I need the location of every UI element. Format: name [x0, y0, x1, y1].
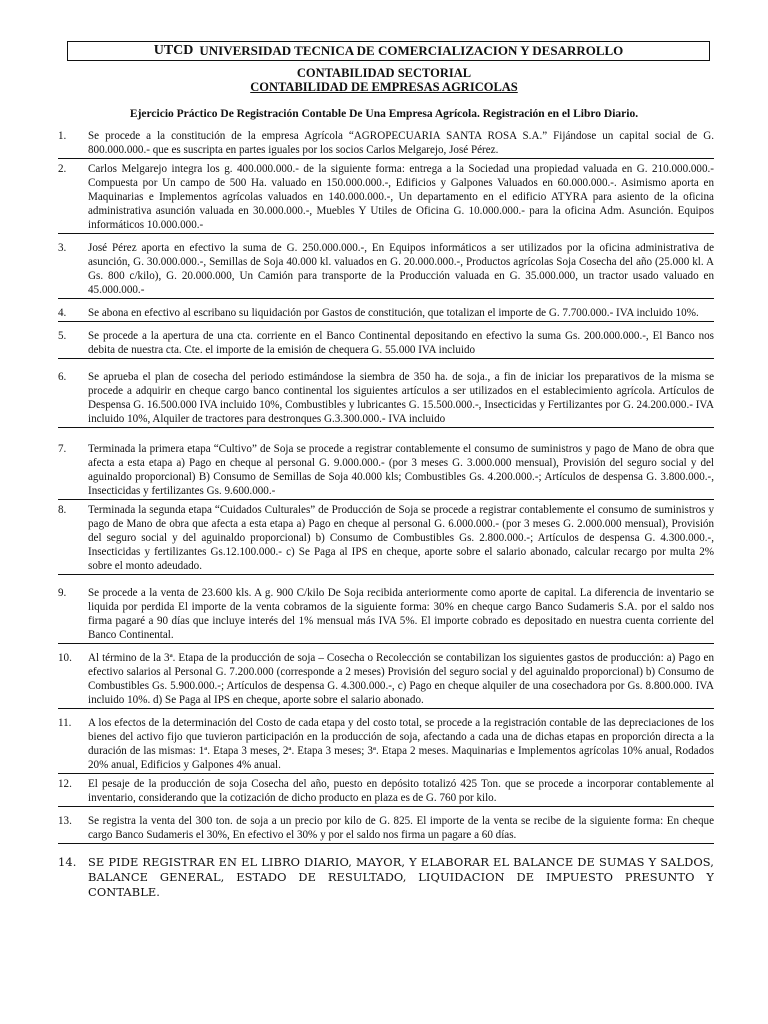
- item-number: 4.: [58, 307, 67, 319]
- item-number: 7.: [58, 443, 67, 455]
- item-text: Carlos Melgarejo integra los g. 400.000.000.- de la siguiente forma: entrega a la Sociedad una propiedad valuada en G. 210.000.000.- Compuesta por Un campo de 500 Ha. valuado en 150.000.000.-, Edificios y Galpones Valuados en 60.000.000.-. Asimismo aporta en Maquinarias e Implementos agrícolas valuados en 140.000.000.-, Un departamento en el edificio ATYRA para asiento de la oficina administrativa asunción valuada en 30.000.000.-, Muebles Y Utiles de Oficina G. 10.000.000.- para la oficina Adm. Asunción. Equipos informáticos 10.000.000.-: [88, 163, 714, 231]
- item-text: El pesaje de la producción de soja Cosecha del año, puesto en depósito totalizó 425 Ton. que se procede a incorporar contablemente al inventario, considerando que la cotización de dicho producto en plaza es de G. 760 por kilo.: [88, 778, 714, 804]
- list-item: [58, 129, 714, 159]
- item-number: 6.: [58, 371, 67, 383]
- item-text: SE PIDE REGISTRAR EN EL LIBRO DIARIO, MAYOR, Y ELABORAR EL BALANCE DE SUMAS Y SALDOS, BALANCE GENERAL, ESTADO DE RESULTADO, LIQUIDACION DE IMPUESTO PRESUNTO Y CONTABLE.: [88, 855, 714, 899]
- list-item: [58, 855, 714, 901]
- item-number: 2.: [58, 163, 67, 175]
- item-number: 5.: [58, 330, 67, 342]
- item-text: Se registra la venta del 300 ton. de soja a un precio por kilo de G. 825. El importe de la venta se recibe de la siguiente forma: En cheque cargo Banco Sudameris el 30%, En efectivo el 30% y por el saldo nos firma un pagare a 60 días.: [88, 815, 714, 841]
- course-title: CONTABILIDAD SECTORIAL: [296, 66, 472, 80]
- item-text: Al término de la 3ª. Etapa de la producción de soja – Cosecha o Recolección se contabilizan los siguientes gastos de producción: a) Pago en efectivo salarios al Personal G. 7.200.000 (corresponde a 2 meses) Provisión del seguro social y del aguinaldo proporcional) b) Consumo de Combustibles Gs. 5.900.000.-; Artículos de despensa G. 4.300.000.-, c) Pago en cheque alquiler de una cosechadora por Gs. 8.800.000. IVA incluido 10%. d) Se Paga al IPS en cheque, aporte sobre el salario abonado.: [88, 652, 714, 706]
- list-item: [58, 716, 714, 774]
- list-item: [58, 503, 714, 575]
- item-text: Terminada la primera etapa “Cultivo” de Soja se procede a registrar contablemente el consumo de suministros y pago de Mano de obra que afecta a esta etapa a) Pago en cheque al personal G. 9.000.000.- (por 3 meses G. 3.000.000 mensual), Provisión del seguro social y del aguinaldo proporcional) B) Consumo de Semillas de Soja 40.000 kls; Combustibles Gs. 4.200.000.-; Artículos de despensa G. 3.800.000.-, Insecticidas y fertilizantes Gs. 9.600.000.-: [88, 443, 714, 497]
- item-number: 13.: [58, 815, 72, 827]
- item-text: Se abona en efectivo al escribano su liquidación por Gastos de constitución, que totalizan el importe de G. 7.700.000.- IVA incluido 10%.: [88, 307, 699, 319]
- list-item: [58, 814, 714, 844]
- exercise-list: [58, 129, 714, 901]
- item-text: Se procede a la venta de 23.600 kls. A g. 900 C/kilo De Soja recibida anteriormente como aporte de capital. La diferencia de inventario se liquida por perdida El importe de la venta cobramos de la siguiente forma: 30% en cheque cargo Banco Sudameris S.A. por el saldo nos firma pagaré a 90 días que incluye interés del 1% mensual más IVA 5%. El importe cobrado es depositado en nuestra cuenta corriente del Banco Continental.: [88, 587, 714, 641]
- list-item: [58, 777, 714, 807]
- item-number: 1.: [58, 130, 67, 142]
- item-number: 10.: [58, 652, 72, 664]
- university-code: UTCD: [153, 43, 194, 58]
- item-text: Se procede a la apertura de una cta. corriente en el Banco Continental depositando en efectivo la suma Gs. 200.000.000.-, El Banco nos debita de nuestra cta. Cte. el importe de la emisión de chequera G. 55.000 IVA incluido: [88, 330, 714, 356]
- item-text: José Pérez aporta en efectivo la suma de G. 250.000.000.-, En Equipos informáticos a ser utilizados por la oficina administrativa de asunción, G. 30.000.000.-, Semillas de Soja 40.000 kl. valuados en G. 20.000.000.-, Productos agrícolas Soja Cosecha del año (25.000 kl. A Gs. 800 c/kilo), G. 20.000.000, Un Camión para transporte de la Producción valuada en G. 35.000.000, un tractor usado valuado en 45.000.000.-: [88, 242, 714, 296]
- university-name: UNIVERSIDAD TECNICA DE COMERCIALIZACION Y DESARROLLO: [199, 43, 624, 58]
- item-number: 9.: [58, 587, 67, 599]
- list-item: [58, 586, 714, 644]
- item-text: Se procede a la constitución de la empresa Agrícola “AGROPECUARIA SANTA ROSA S.A.” Fijándose un capital social de G. 800.000.000.- que es suscripta en partes iguales por los socios Carlos Melgarejo, José Pérez.: [88, 130, 714, 156]
- item-number: 3.: [58, 242, 67, 254]
- university-header: [67, 41, 710, 61]
- item-text: Terminada la segunda etapa “Cuidados Culturales” de Producción de Soja se procede a registrar contablemente el consumo de suministros y pago de Mano de obra que afecta a esta etapa a) Pago en cheque al personal G. 6.000.000.- (por 3 meses G. 2.000.000 mensual), Provisión del seguro social y del aguinaldo proporcional) b) Consumo de Combustibles Gs. 2.800.000.-; Artículos de despensa G. 4.300.000.-, Insecticidas y fertilizantes Gs.12.100.000.- c) Se Paga al IPS en cheque, aporte sobre el salario abonado, calcular recargo por multa 2% sobre el monto adeudado.: [88, 504, 714, 572]
- list-item: [58, 241, 714, 299]
- list-item: [58, 651, 714, 709]
- list-item: [58, 162, 714, 234]
- list-item: [58, 370, 714, 428]
- list-item: [58, 329, 714, 359]
- item-number: 14.: [58, 855, 77, 869]
- list-item: [58, 442, 714, 500]
- item-number: 11.: [58, 717, 72, 729]
- item-number: 12.: [58, 778, 72, 790]
- exercise-title: Ejercicio Práctico De Registración Contable De Una Empresa Agrícola. Registración en el Libro Diario.: [129, 108, 639, 120]
- item-text: Se aprueba el plan de cosecha del periodo estimándose la siembra de 350 ha. de soja., a fin de iniciar los preparativos de la misma se procede a adquirir en cheque cargo banco continental los siguientes artículos a ser utilizados en el establecimiento agrícola. Artículos de Despensa G. 16.500.000 IVA incluido 10%, Combustibles y lubricantes G. 15.500.000.-, Insecticidas y Fertilizantes por G. 24.200.000.- IVA incluido 10%, Alquiler de tractores para destronques G.3.300.000.- IVA incluido: [88, 371, 714, 425]
- list-item: [58, 306, 714, 322]
- course-subtitle: CONTABILIDAD DE EMPRESAS AGRICOLAS: [250, 80, 518, 94]
- item-number: 8.: [58, 504, 67, 516]
- item-text: A los efectos de la determinación del Costo de cada etapa y del costo total, se procede a la registración contable de las depreciaciones de los bienes del activo fijo que tuvieron participación en la producción de soja, afectando a cada una de dichas etapas en proporción directa a la duración de las mismas: 1ª. Etapa 3 meses, 2ª. Etapa 3 meses; 3ª. Etapa 2 meses. Maquinarias e Implementos agrícolas 10% anual, Rodados 20% anual, Edificios y Galpones 4% anual.: [88, 717, 714, 771]
